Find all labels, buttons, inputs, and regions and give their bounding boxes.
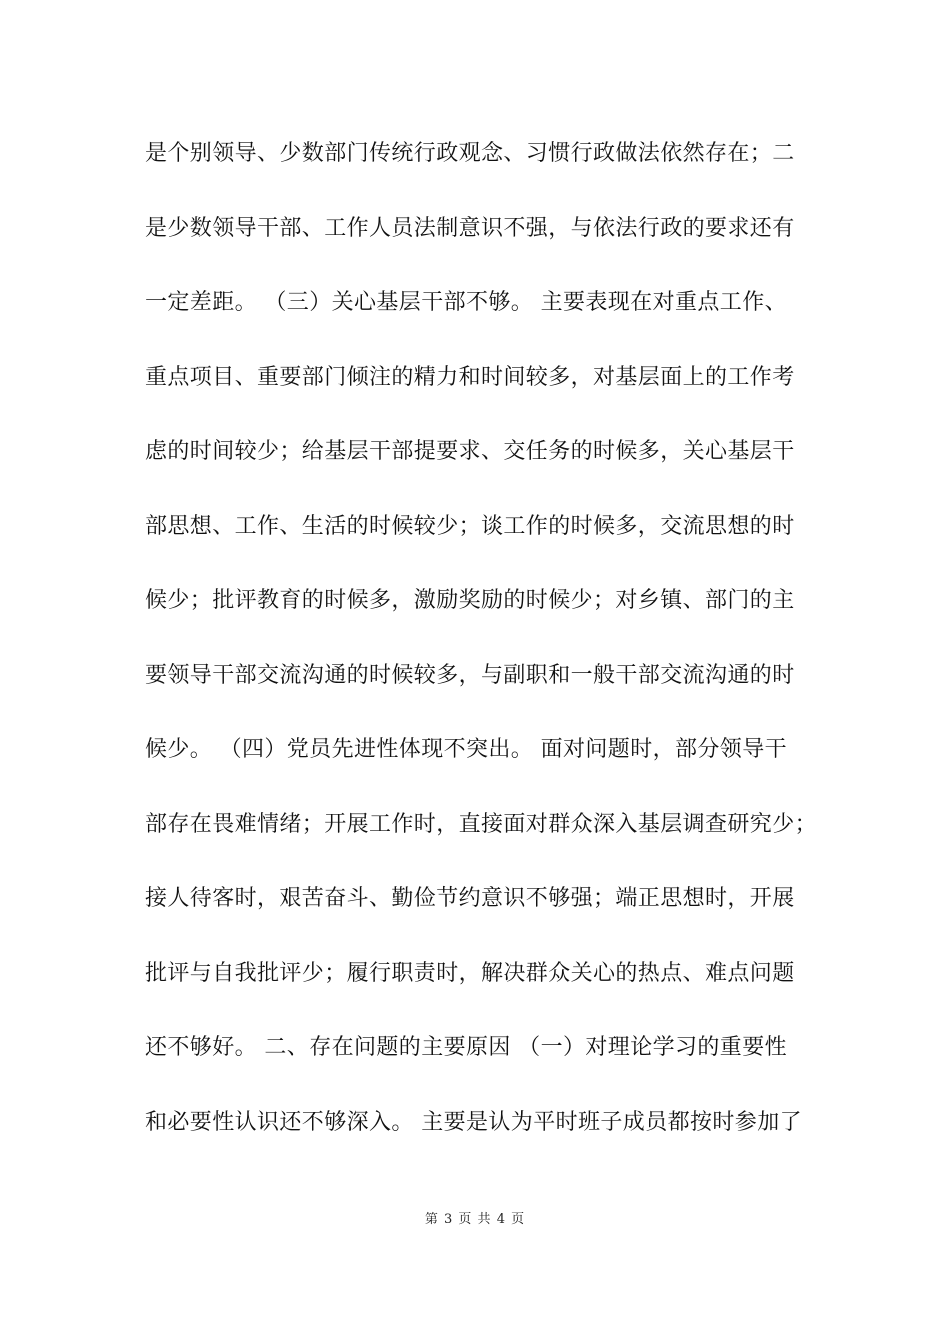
body-text <box>145 132 825 1175</box>
text-line: 批评与自我批评少；履行职责时，解决群众关心的热点、难点问题 <box>145 960 795 986</box>
text-line: 虑的时间较少；给基层干部提要求、交任务的时候多，关心基层干 <box>145 439 795 464</box>
text-line: 候少。 （四）党员先进性体现不突出。 面对问题时，部分领导干 <box>145 737 787 762</box>
text-line: 重点项目、重要部门倾注的精力和时间较多，对基层面上的工作考 <box>145 364 795 390</box>
text-line: 还不够好。 二、存在问题的主要原因 （一）对理论学习的重要性 <box>145 1035 787 1060</box>
text-line: 部思想、工作、生活的时候较少；谈工作的时候多，交流思想的时 <box>145 513 795 539</box>
text-line: 是少数领导干部、工作人员法制意识不强，与依法行政的要求还有 <box>145 215 795 241</box>
text-line: 部存在畏难情绪；开展工作时，直接面对群众深入基层调查研究少； <box>145 811 818 837</box>
text-line: 和必要性认识还不够深入。 主要是认为平时班子成员都按时参加了 <box>145 1109 802 1135</box>
text-line: 候少；批评教育的时候多，激励奖励的时候少；对乡镇、部门的主 <box>145 588 795 613</box>
text-line: 是个别领导、少数部门传统行政观念、习惯行政做法依然存在；二 <box>145 141 795 166</box>
text-line: 要领导干部交流沟通的时候较多，与副职和一般干部交流沟通的时 <box>145 662 795 688</box>
text-line: 一定差距。 （三）关心基层干部不够。 主要表现在对重点工作、 <box>145 290 787 315</box>
text-line: 接人待客时，艰苦奋斗、勤俭节约意识不够强；端正思想时，开展 <box>145 886 795 911</box>
page-number-footer: 第 3 页 共 4 页 <box>424 1212 526 1227</box>
